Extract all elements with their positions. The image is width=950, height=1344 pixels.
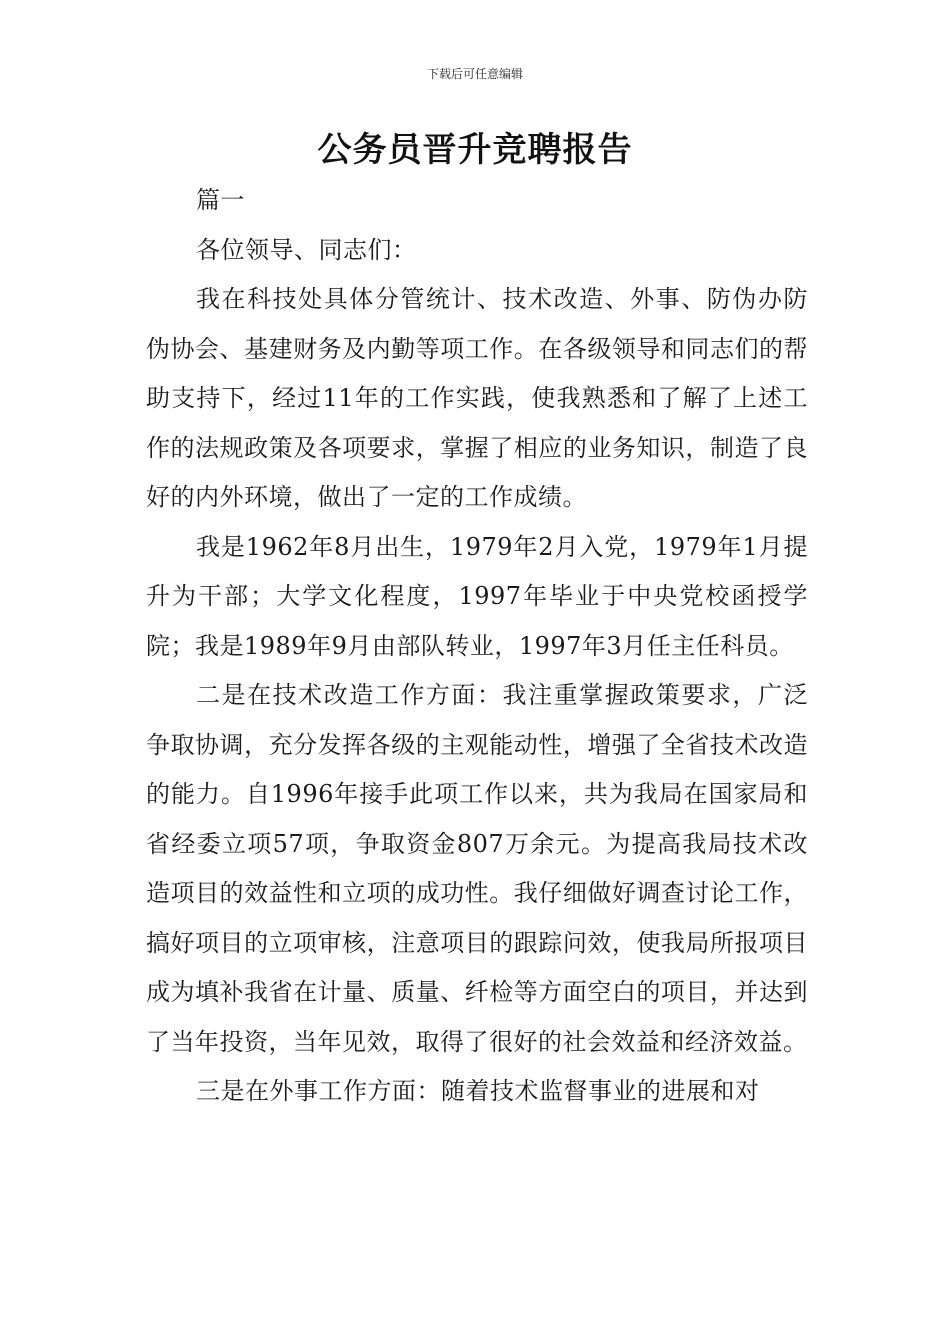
paragraph-technical-reform: 二是在技术改造工作方面：我注重掌握政策要求，广泛争取协调，充分发挥各级的主观能动性，增强了全省技术改造的能力。自1996年接手此项工作以来，共为我局在国家局和省经委立项57项，争取资金807万余元。为提高我局技术改造项目的效益性和立项的成功性。我仔细做好调查讨论工作，搞好项目的立项审核，注意项目的跟踪问效，使我局所报项目成为填补我省在计量、质量、纤检等方面空白的项目，并达到了当年投资，当年见效，取得了很好的社会效益和经济效益。 — [146, 681, 808, 1056]
header-note: 下载后可任意编辑 — [426, 67, 523, 81]
document-body — [146, 176, 808, 1117]
paragraph-background: 我是1962年8月出生，1979年2月入党，1979年1月提升为干部；大学文化程度，1997年毕业于中央党校函授学院；我是1989年9月由部队转业，1997年3月任主任科员。 — [146, 532, 808, 660]
paragraph-foreign-affairs: 三是在外事工作方面：随着技术监督事业的进展和对 — [196, 1077, 760, 1105]
document-title: 公务员晋升竞聘报告 — [317, 130, 633, 170]
paragraph-salutation: 各位领导、同志们： — [196, 235, 417, 264]
paragraph-responsibilities: 我在科技处具体分管统计、技术改造、外事、防伪办防伪协会、基建财务及内勤等项工作。在各级领导和同志们的帮助支持下，经过11年的工作实践，使我熟悉和了解了上述工作的法规政策及各项要求，掌握了相应的业务知识，制造了良好的内外环境，做出了一定的工作成绩。 — [146, 285, 808, 511]
paragraph-section-label: 篇一 — [196, 186, 245, 214]
